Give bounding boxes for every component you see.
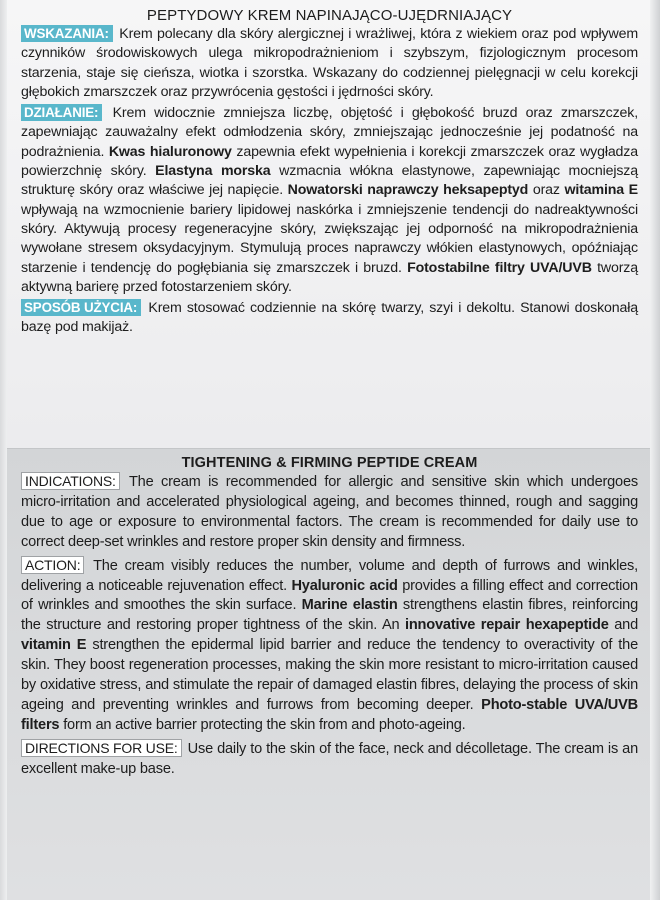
polish-indications-label: WSKAZANIA: <box>21 25 113 42</box>
polish-action-text: wpływają na wzmocnienie bariery lipidowej naskórka i zmniejszenie tendencji do nadreaktywności skóry. Aktywują procesy regeneracyjne skóry, zwiększając jej odporność na mikropodrażnienia wywołane stresem oksydacyjnym. Stymulują proces naprawczy włókien elastynowych, opóźniając starzenie i tendencję do pogłębiania się zmarszczek i bruzd. <box>21 201 638 276</box>
polish-indications-paragraph <box>21 25 638 102</box>
polish-section <box>7 0 650 448</box>
polish-hyaluronic-acid: Kwas hialuronowy <box>108 143 232 160</box>
english-hyaluronic-acid: Hyaluronic acid <box>291 577 398 594</box>
polish-action-label: DZIAŁANIE: <box>21 104 102 121</box>
polish-vitamin-e: witamina E <box>564 182 638 199</box>
english-directions-label: DIRECTIONS FOR USE: <box>21 739 182 757</box>
polish-indications-text: Krem polecany dla skóry alergicznej i wrażliwej, która z wiekiem oraz pod wpływem czynników środowiskowych ulega mikropodrażnieniom i szybszym, fizjologicznym procesom starzenia, staje się cieńsza, wiotka i szorstka. Wskazany do codziennej pielęgnacji w celu korekcji głębokich zmarszczek oraz przywrócenia gęstości i jędrności skóry. <box>21 26 638 100</box>
polish-action-text: Krem widocznie zmniejsza liczbę, objętość i głębokość bruzd oraz zmarszczek, zapewniając zauważalny efekt odmłodzenia skóry, zmniejszając jednocześnie jej podatność na podrażnienia. <box>21 105 638 160</box>
english-vitamin-e: vitamin E <box>21 637 87 654</box>
english-indications-text: The cream is recommended for allergic and sensitive skin which undergoes micro-irritation and accelerated physiological ageing, and becomes thinned, rough and sagging due to age or exposure to environmental factors. The cream is recommended for daily use to correct deep-set wrinkles and restore proper skin density and firmness. <box>21 474 638 550</box>
english-action-text: The cream visibly reduces the number, volume and depth of furrows and winkles, delivering a noticeable rejuvenation effect. <box>21 557 638 594</box>
english-action-text: provides a filling effect and correction of wrinkles and smoothes the skin surface. <box>21 577 638 614</box>
polish-action-text: oraz <box>528 182 565 199</box>
polish-directions-label: SPOSÓB UŻYCIA: <box>21 299 141 316</box>
english-action-text: strengthen the epidermal lipid barrier and reduce the tendency to overactivity of the skin. They boost regeneration processes, making the skin more resistant to micro-irritation caused by oxidative stress, and stimulate the repair of damaged elastin fibres, delaying the process of skin ageing and preventing wrinkles and furrows from becoming deeper. <box>21 637 638 713</box>
english-directions-paragraph <box>21 739 638 780</box>
polish-action-text: tworzą aktywną barierę przed fotostarzeniem skóry. <box>21 259 638 295</box>
package-left-edge <box>0 0 7 900</box>
polish-uv-filters: Fotostabilne filtry UVA/UVB <box>407 259 592 276</box>
package-right-edge <box>650 0 660 900</box>
polish-title: PEPTYDOWY KREM NAPINAJĄCO-UJĘDRNIAJĄCY <box>146 7 513 24</box>
english-indications-label: INDICATIONS: <box>21 472 120 490</box>
english-hexapeptide: innovative repair hexapeptide <box>404 617 609 634</box>
english-action-text: and <box>608 617 638 634</box>
english-directions-text: Use daily to the skin of the face, neck and décolletage. The cream is an excellent make-up base. <box>21 740 638 777</box>
english-section <box>7 448 650 900</box>
polish-action-text: wzmacnia włókna elastynowe, zapewniając mocniejszą strukturę skóry oraz właściwe jej napięcie. <box>21 163 638 199</box>
polish-directions-text: Krem stosować codziennie na skórę twarzy, szyi i dekoltu. Stanowi doskonałą bazę pod makijaż. <box>21 300 638 336</box>
english-marine-elastin: Marine elastin <box>301 597 398 614</box>
polish-action-paragraph <box>21 104 638 297</box>
polish-action-text: zapewnia efekt wypełnienia i korekcji zmarszczek oraz wygładza powierzchnię skóry. <box>21 143 638 180</box>
polish-hexapeptide: Nowatorski naprawczy heksapeptyd <box>287 182 529 199</box>
english-action-paragraph <box>21 556 638 736</box>
polish-marine-elastin: Elastyna morska <box>155 163 271 180</box>
english-action-text: strengthens elastin fibres, reinforcing the structure and restoring proper tightness of the skin. An <box>21 597 638 634</box>
polish-directions-paragraph <box>21 299 638 338</box>
english-title: TIGHTENING & FIRMING PEPTIDE CREAM <box>181 455 478 471</box>
english-action-text: form an active barrier protecting the skin from and photo-ageing. <box>59 716 466 733</box>
english-action-label: ACTION: <box>21 556 84 574</box>
english-indications-paragraph <box>21 472 638 553</box>
english-uv-filters: Photo-stable UVA/UVB filters <box>21 696 639 733</box>
